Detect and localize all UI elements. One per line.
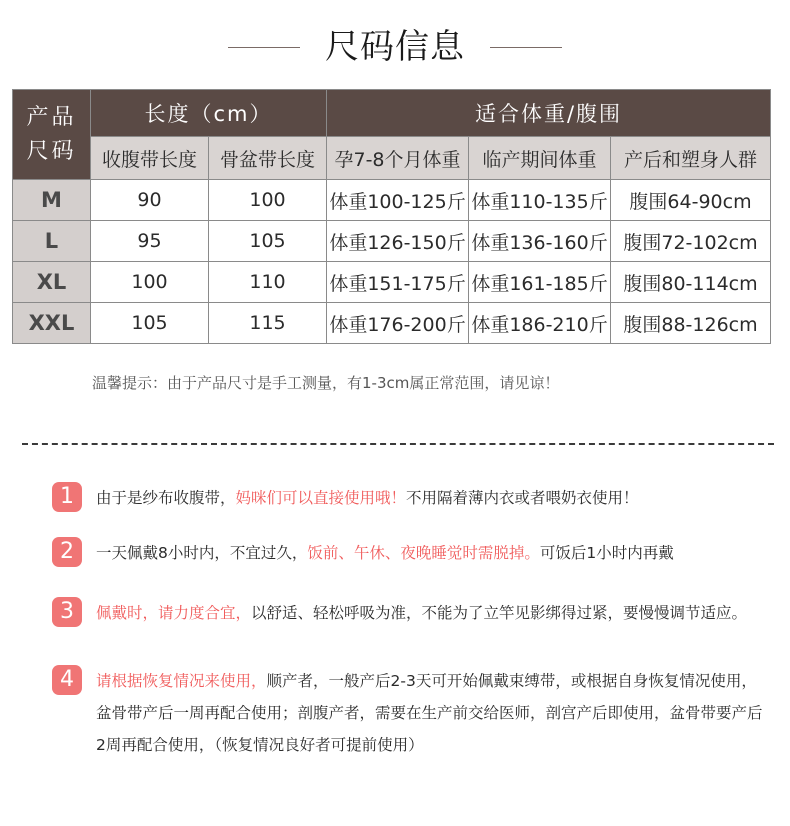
note-text-part: 由于是纱布收腹带，: [96, 489, 236, 507]
table-cell: 体重161-185斤: [469, 262, 611, 303]
note-item-2: [52, 537, 772, 569]
table-cell: 腹围80-114cm: [611, 262, 771, 303]
table-cell: 110: [209, 262, 327, 303]
table-cell: 腹围64-90cm: [611, 180, 771, 221]
table-cell: 体重110-135斤: [469, 180, 611, 221]
size-table: [12, 89, 771, 344]
table-cell: 体重151-175斤: [327, 262, 469, 303]
table-cell: 体重176-200斤: [327, 303, 469, 344]
note-text: [96, 482, 772, 514]
table-cell: 105: [91, 303, 209, 344]
note-text-part: 顺产者，一般产后2-3天可开始佩戴束缚带，或根据自身恢复情况使用，盆骨带产后一周再配合使用；剖腹产者，需要在生产前交给医师，剖宫产后即使用，盆骨带要产后2周再配合使用，（恢复情况良好者可提前使用）: [96, 672, 763, 754]
corner-header: [13, 90, 91, 180]
table-cell: 体重186-210斤: [469, 303, 611, 344]
table-cell: 腹围88-126cm: [611, 303, 771, 344]
table-cell: 腹围72-102cm: [611, 221, 771, 262]
table-cell: 100: [209, 180, 327, 221]
table-row: [13, 221, 771, 262]
corner-header-line-1: 产品: [26, 104, 77, 130]
table-cell: 体重126-150斤: [327, 221, 469, 262]
table-row: [13, 262, 771, 303]
table-row: [13, 180, 771, 221]
size-label: XL: [13, 262, 91, 303]
page-title: 尺码信息: [325, 27, 465, 67]
sub-header-delivery-weight: 临产期间体重: [469, 137, 611, 180]
note-highlight: 请根据恢复情况来使用，: [96, 672, 267, 690]
measurement-tip: 温馨提示：由于产品尺寸是手工测量，有1-3cm属正常范围，请见谅！: [92, 374, 560, 392]
table-cell: 体重136-160斤: [469, 221, 611, 262]
note-text-part: 一天佩戴8小时内，不宜过久，: [96, 544, 308, 562]
table-cell: 90: [91, 180, 209, 221]
title-line-right: [490, 47, 562, 48]
size-label: XXL: [13, 303, 91, 344]
size-label: L: [13, 221, 91, 262]
sub-header-postpartum: 产后和塑身人群: [611, 137, 771, 180]
table-cell: 体重100-125斤: [327, 180, 469, 221]
note-number-badge: 4: [52, 665, 82, 695]
note-item-4: [52, 665, 772, 761]
weight-group-header: 适合体重/腹围: [327, 90, 771, 137]
sub-header-pregnancy-weight: 孕7-8个月体重: [327, 137, 469, 180]
table-row: [13, 303, 771, 344]
table-cell: 115: [209, 303, 327, 344]
table-cell: 95: [91, 221, 209, 262]
title-line-left: [228, 47, 300, 48]
sub-header-pelvic-length: 骨盆带长度: [209, 137, 327, 180]
note-text: [96, 665, 772, 761]
length-group-header: 长度（cm）: [91, 90, 327, 137]
note-text: [96, 537, 772, 569]
note-highlight: 佩戴时，请力度合宜，: [96, 604, 252, 622]
note-item-3: [52, 597, 772, 629]
title-row: [0, 22, 790, 72]
note-number-badge: 1: [52, 482, 82, 512]
dashed-divider: [22, 443, 774, 445]
table-cell: 100: [91, 262, 209, 303]
note-text: [96, 597, 772, 629]
note-text-part: 以舒适、轻松呼吸为准，不能为了立竿见影绑得过紧，要慢慢调节适应。: [251, 604, 748, 622]
corner-header-line-2: 尺码: [26, 138, 77, 164]
sub-header-belly-length: 收腹带长度: [91, 137, 209, 180]
note-highlight: 妈咪们可以直接使用哦！: [235, 489, 407, 507]
size-label: M: [13, 180, 91, 221]
note-number-badge: 3: [52, 597, 82, 627]
note-text-part: 可饭后1小时内再戴: [539, 544, 674, 562]
note-number-badge: 2: [52, 537, 82, 567]
note-text-part: 不用隔着薄内衣或者喂奶衣使用！: [406, 489, 639, 507]
note-item-1: [52, 482, 772, 514]
table-cell: 105: [209, 221, 327, 262]
note-highlight: 饭前、午休、夜晚睡觉时需脱掉。: [307, 544, 540, 562]
